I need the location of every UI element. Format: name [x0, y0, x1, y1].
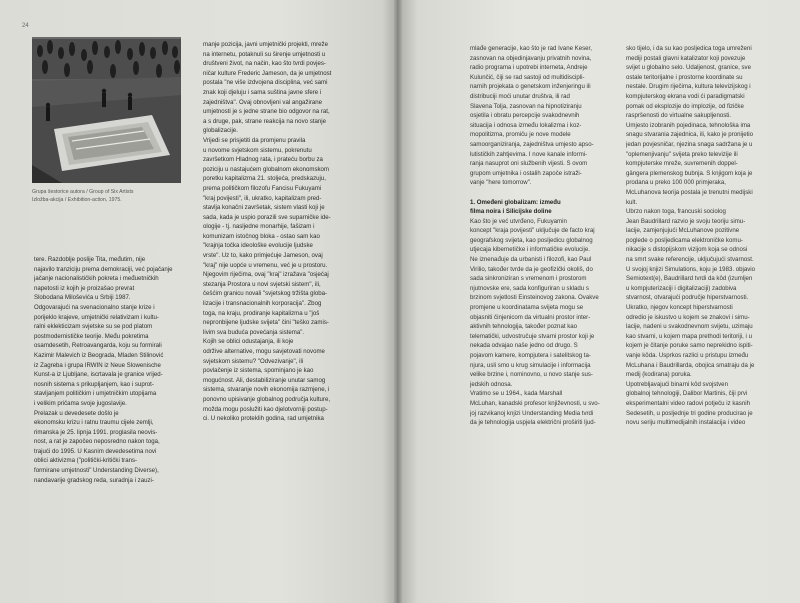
- text-line: ci. U nekoliko proteklih godina, rad umjetnika: [203, 415, 324, 423]
- text-line: Ne iznenađuje da urbanisti i filozofi, kao Paul: [470, 256, 592, 264]
- text-column-right-1: [470, 44, 614, 428]
- text-line: stezanja Prostora u novi svjetski sistem", ili,: [203, 280, 321, 288]
- text-line: ostale teritorijalne i prostorne koordinate su: [626, 73, 743, 81]
- text-line: trajući do 1995. U Kasnim devedesetima novi: [34, 447, 157, 455]
- photo-caption: [32, 188, 182, 204]
- text-line: mediji postali glavni katalizator koji povezuje: [626, 54, 746, 62]
- text-line: Jean Baudrillard razvio je svoju teoriju simu-: [626, 217, 746, 225]
- text-line: situacija i odnosa između lokalizma i koz-: [470, 121, 582, 129]
- text-line: na smrt svake referencije, uključujući stvarnost.: [626, 256, 754, 264]
- text-line: rimanska je 25. lipnja 1991. proglasila neovis-: [34, 428, 158, 436]
- text-line: promjene u koordinatama svijeta mogu se: [470, 304, 584, 312]
- text-line: Virilio, također tvrde da je geofizički okoliš, do: [470, 265, 593, 273]
- text-line: a s druge, pak, strane reakcija na novo stanje: [203, 117, 326, 125]
- text-line: znak koji djeluju i sama suština javne sfere i: [203, 88, 322, 96]
- text-line: "kraj" nije uopće u vremenu, već je u prostoru.: [203, 261, 328, 269]
- text-line: Upotrebljavajući binarni kôd svojstven: [626, 380, 728, 388]
- text-line: društveni život, na način, kao što tvrdi povjes-: [203, 60, 326, 68]
- text-line: zasnovan na objedinjavanju privatnih novina,: [470, 54, 592, 62]
- text-line: jačanje nacionalističkih pokreta i međuetničkih: [34, 275, 159, 283]
- text-line: svijet u globalno selo. Udaljenost, granice, sve: [626, 64, 751, 72]
- text-line: ničar kulture Frederic Jameson, da je umjetnost: [203, 69, 332, 77]
- text-line: prema političkom filozofu Fancisu Fukuyami: [203, 184, 322, 192]
- text-line: da je tehnologija uspjela električni proširiti ljud-: [470, 419, 596, 427]
- text-line: novu seriju multimedijalnih instalacija i video: [626, 419, 746, 427]
- text-line: Sedesetih, u posljednje tri godine producirao je: [626, 409, 753, 417]
- text-line: brzinom svjetlosti Einsteinovog zakona. Ovakve: [470, 294, 599, 302]
- text-line: U svojoj knjizi Simulations, koju je 1983. objavio: [626, 265, 756, 273]
- text-line: osjetila i obratu percepcije svakodnevnih: [470, 112, 580, 120]
- text-line: Vrijedi se prisjetiti da promjenu pravila: [203, 136, 306, 144]
- text-line: manje pozicija, javni umjetnički projekti, mreže: [203, 41, 328, 48]
- text-line: završetkom Hladnog rata, i prateću borbu za: [203, 156, 323, 164]
- text-line: lutističkih zahtjevima. I nove kanale informi-: [470, 150, 588, 158]
- text-line: telematički, udvostručuje stvarni prostor koji je: [470, 332, 595, 340]
- text-line: ekonomsku krizu i ratnu traumu cijele zemlji,: [34, 419, 154, 427]
- text-line: tere. Razdoblje poslije Tita, međutim, nije: [34, 256, 146, 263]
- text-line: Semiotext(e), Baudrillard tvrdi da kôd (izumljen: [626, 275, 753, 283]
- text-line: povlačenje iz sistema, spominjano je kao: [203, 367, 314, 375]
- left-page: [0, 0, 398, 603]
- caption-line: Izložba-akcija / Exhibition-action, 1975.: [32, 197, 122, 203]
- text-column-right-2: [626, 44, 774, 428]
- text-line: nosnih sistema s prikupljanjem, kao i suprot-: [34, 380, 154, 388]
- text-line: velike brzine i, nominovno, u novo stanje sus-: [470, 371, 593, 379]
- text-line: postala "ne više izdvojena disciplina, već sami: [203, 79, 328, 87]
- text-line: objasniti činjenicom da virtualni prostor inter-: [470, 313, 591, 321]
- text-line: mlađe generacije, kao što je rad Ivane Keser,: [470, 45, 592, 52]
- text-line: distribuciji moći unutar društva, ili rad: [470, 92, 570, 100]
- text-line: komunizam istočnog bloka - ostao sam kao: [203, 232, 320, 240]
- text-line: "krajnja točka ideološke evolucije ljudske: [203, 242, 313, 250]
- text-line: u kompjuterizaciji i digitalizaciji) zadobiva: [626, 284, 737, 292]
- text-line: eksperimentalni video radovi potječu iz kasnih: [626, 399, 750, 407]
- text-line: ranja nasuprot oni službenih vijesti. S ovom: [470, 160, 588, 168]
- text-line: poretku kapitalizma 21. stoljeća, predskazuju,: [203, 175, 326, 183]
- text-line: sko tijelo, i da su kao posljedica toga umreženi: [626, 45, 752, 52]
- text-line: Kulunčić, čiji se rad sastoji od multidiscipli-: [470, 73, 585, 81]
- text-column-left-2: [203, 40, 359, 424]
- text-line: globalizacije.: [203, 127, 238, 135]
- text-line: osamdesetih, Retroavangarda, koju su formirali: [34, 342, 162, 350]
- text-line: možda mogu poslužiti kao djelotvorniji postup-: [203, 405, 328, 413]
- text-line: oblici aktivizma ("politički-kritički trans-: [34, 457, 138, 465]
- text-line: vanje kôda. Usprkos razlici u pristupu između: [626, 352, 749, 359]
- blank-line: [470, 188, 614, 198]
- text-line: lacije, zamjenjujući McLuhanove pozitivne: [626, 227, 740, 235]
- text-line: raspršenosti do virtualne sakupljenosti.: [626, 112, 732, 120]
- section-heading: filma noira i Silicijske doline: [470, 208, 552, 216]
- text-line: utjecaja kibernetičke i informatičke evolucije.: [470, 246, 590, 254]
- text-line: postmodernističke teorije. Među pokretima: [34, 332, 149, 340]
- text-line: "oplemenjivanju" svijeta preko televizije ili: [626, 150, 738, 158]
- text-line: Ukratko, njegov koncept hiperstvarnosti: [626, 304, 733, 312]
- text-line: Kunst-a iz Ljubljane, iscrtavala je granice vrijed-: [34, 371, 163, 379]
- text-line: njura, usli smo u krug simulacije i informacija: [470, 361, 591, 369]
- text-line: poglede o posljedicama elektroničke komu-: [626, 236, 743, 244]
- text-line: kult.: [626, 198, 638, 206]
- text-line: koncept "kraja povijesti" uključuje de facto kraj: [470, 227, 595, 235]
- text-line: "kraj povijesti", ili, ukratko, kapitalizam pred-: [203, 194, 322, 202]
- text-line: Kojih se oblici odustajanja, ili koje: [203, 338, 294, 346]
- text-line: poziciju u nastajućem globalnom ekonomskom: [203, 165, 330, 173]
- exhibition-photo: [32, 37, 181, 183]
- text-line: stavljanjem političkim i umjetničkim utopijama: [34, 390, 157, 398]
- book-gutter: [394, 0, 402, 603]
- text-line: svjetskom sistemu? "Odvezivanje", ili: [203, 357, 304, 365]
- text-line: lacije, nadeni u svakodnevnom svijetu, uzimaju: [626, 323, 753, 331]
- text-line: ralni eklekticizam svjetske su se pod platom: [34, 323, 153, 331]
- text-line: umjetnosti je s jedne strane bio odgovor na rat,: [203, 108, 330, 116]
- text-line: nekada odvajao naše jedno od drugo. S: [470, 342, 578, 350]
- text-line: geografskog svijeta, kao posljedicu globalnog: [470, 236, 593, 244]
- text-line: kao stvarni, u kojem mapa prethodi teritoriji, i u: [626, 332, 752, 340]
- text-line: McLuhana i Baudrillarda, obojica smatraju da je: [626, 361, 755, 369]
- text-line: Umjesto izobranih pojedinaca, tehnološka ima: [626, 121, 751, 129]
- text-line: nestale. Drugim riječima, kultura televizijskog i: [626, 83, 751, 91]
- text-line: nost, a rat je započeo neposredno nakon toga,: [34, 438, 160, 446]
- text-line: livim sva buduća povećanja sistema".: [203, 328, 305, 336]
- text-line: aktivnih tehnologija, također poznat kao: [470, 323, 578, 331]
- text-line: mogućnost. Ali, destabiliziranje unutar samog: [203, 376, 326, 384]
- text-line: Slobodana Miloševića u Srbiji 1987.: [34, 294, 131, 302]
- text-line: porijeklo krajeve, umjetnički relativizam i kultu-: [34, 313, 159, 321]
- text-line: češćim granicu novali "svjetskog tržišta globa-: [203, 290, 328, 298]
- text-line: toga, na kraju, prodiranje kapitalizma u "još: [203, 309, 320, 317]
- caption-line: Grupa šestorice autora / Group of Six Artists: [32, 189, 134, 195]
- text-line: globalnoj tehnologiji, Dalibor Martinis, čiji prvi: [626, 390, 748, 398]
- text-line: formirane umjetnosti" Understanding Diverse),: [34, 467, 159, 475]
- text-line: njutnovske ere, sada konfiguriran u skladu s: [470, 284, 589, 292]
- text-line: Njegovim riječima, ovaj "kraj" izražava "osjećaj: [203, 271, 329, 279]
- text-line: nepronbijene ljudske svijeta" čini "teško zamis-: [203, 319, 329, 327]
- text-line: napetosti iz kojih je proizašao prevrat: [34, 284, 135, 292]
- text-line: jedskih odnosa.: [470, 380, 513, 388]
- text-line: McLuhanova teorija postala je trenutni medijski: [626, 188, 753, 196]
- text-line: ologije - tj. nasljedne monarhije, fašizam i: [203, 223, 315, 231]
- text-line: na internetu, potaknuli su širenje umjetnosti u: [203, 50, 326, 58]
- text-line: McLuhan, kanadski profesor književnosti, u svo-: [470, 399, 600, 407]
- text-line: mopolitizma, promiču je nove modele: [470, 131, 571, 139]
- right-page: [398, 0, 800, 603]
- text-line: nandavarije gradskog reda, suradnja i zauzi-: [34, 476, 154, 484]
- text-line: Odgovarajući na svenacionalno stanje krize i: [34, 303, 155, 311]
- page-number: 24: [22, 23, 29, 29]
- text-line: pomak od eksplozije do implozije, od fizičke: [626, 102, 744, 110]
- text-line: narnih projekata o genetskom inženjeringu ili: [470, 83, 591, 91]
- text-line: snagu stvarania zajednica, ili, kako je pronijetio: [626, 131, 754, 139]
- text-line: kompjuterske mreže, suvremenih doppel-: [626, 160, 738, 168]
- text-line: nikacije s distopijskom vizijom koja se odnosi: [626, 246, 748, 254]
- text-line: pojavom kamere, kompjutera i satelitskog ta-: [470, 352, 591, 359]
- text-line: Kazimir Malevich iz Beograda, Mladen Stilinović: [34, 351, 164, 359]
- text-line: Prelazak u devedesete došlo je: [34, 409, 119, 417]
- text-line: Slavena Tolja, zasnovan na hipnotiziranju: [470, 102, 582, 110]
- text-line: odredio je iskustvo u kojem se znakovi i simu-: [626, 313, 750, 321]
- text-line: vrste". Uz to, kako primjećuje Jameson, ovaj: [203, 252, 323, 260]
- text-line: kojem je čitanje poruke samo neprekidno ispiti-: [626, 342, 753, 350]
- text-line: vanje "here tomorrow".: [470, 179, 532, 187]
- text-line: stvarnost, otvarajući područje hiperstvarnosti.: [626, 294, 749, 302]
- text-line: Ubrzo nakon toga, francuski sociolog: [626, 208, 726, 216]
- text-line: sada sinkroniziran s vremenom i prostorom: [470, 275, 587, 283]
- text-line: Vratimo se u 1964., kada Marshall: [470, 390, 563, 398]
- text-line: i velikim pričama svoje jugoslavije.: [34, 399, 127, 407]
- text-line: zajedništva". Ovaj obnovljeni val angažirane: [203, 98, 323, 106]
- text-line: gängera plemenskog bubnja. S knjigom koja je: [626, 169, 753, 177]
- section-heading: 1. Omeđeni globalizam: između: [470, 198, 561, 206]
- text-line: sada, kada je uspio porazili sve suparničke ide-: [203, 213, 331, 221]
- text-line: najavilo tranziciju prema demokraciji, već pojačanje: [34, 265, 173, 273]
- text-line: kompjuterskog ekrana vodi ći paradigmatski: [626, 92, 745, 100]
- text-line: jedan povjesničar, njezina snaga sadržana je u: [626, 140, 753, 148]
- text-line: u novome svjetskom sistemu, pokrenutu: [203, 146, 312, 154]
- text-line: stavlja konačni završetak, sistem vlasti koji je: [203, 204, 325, 212]
- text-line: lizacije i transnacionalnih korporacija". Zbog: [203, 300, 322, 308]
- text-line: sistema, stvaranje novih ekonomija razmjene, i: [203, 386, 330, 394]
- text-line: Kao što je već utvrđeno, Fukuyamin: [470, 217, 567, 225]
- text-line: samoorganiziranja, zajedništva umjesto apso-: [470, 140, 594, 148]
- text-line: radio programa i upotrebi interneta, Andreje: [470, 64, 588, 72]
- text-line: joj razvikanoj knjizi Understanding Media tvrdi: [470, 409, 594, 417]
- text-line: grupom umjetnika i ostalih započe istraži-: [470, 169, 582, 177]
- text-line: iz Zagreba i grupa IRWIN iz Neue Slowenische: [34, 361, 161, 369]
- text-line: medij (kodirana) poruka.: [626, 371, 692, 379]
- text-line: ponovno upisivanje globalnog područja kulture,: [203, 395, 331, 403]
- text-column-left-1: [34, 255, 184, 485]
- text-line: prodana u preko 100 000 primjeraka,: [626, 179, 726, 187]
- text-line: održive alternative, mogu savjetovati novome: [203, 348, 325, 355]
